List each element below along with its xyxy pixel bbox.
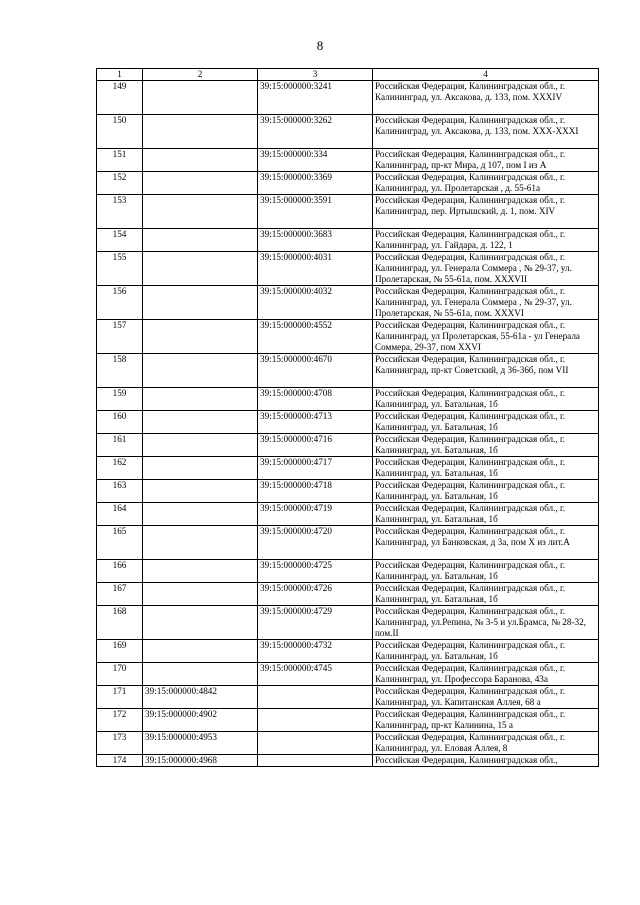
cadastral-number-col3: 39:15:000000:4713: [258, 411, 373, 434]
cadastral-number-col3: 39:15:000000:4552: [258, 320, 373, 354]
table-row: [97, 503, 599, 526]
address: Российская Федерация, Калининградская обл., г. Калининград, ул. Батальная, 1б: [373, 640, 599, 663]
cadastral-number-col3: 39:15:000000:4720: [258, 526, 373, 560]
address: Российская Федерация, Калининградская обл., г. Калининград, ул. Батальная, 1б: [373, 434, 599, 457]
address: Российская Федерация, Калининградская обл., г. Калининград, ул. Аксакова, д. 133, пом. XXXIV: [373, 81, 599, 115]
cadastral-number-col3: 39:15:000000:4732: [258, 640, 373, 663]
address: Российская Федерация, Калининградская обл., г. Калининград, ул.Репина, № 3-5 и ул.Брамса, № 28-32, пом.II: [373, 606, 599, 640]
table-row: [97, 434, 599, 457]
page-number: 8: [316, 38, 324, 53]
table-row: [97, 388, 599, 411]
address: Российская Федерация, Калининградская обл., г. Калининград, пр-кт Советский, д 36-36б, пом VII: [373, 354, 599, 388]
table-row: [97, 320, 599, 354]
row-number: 151: [97, 149, 143, 172]
address: Российская Федерация, Калининградская обл., г. Калининград, ул. Батальная, 1б: [373, 480, 599, 503]
header-col-2: 2: [143, 69, 258, 81]
cadastral-number-col3: 39:15:000000:4729: [258, 606, 373, 640]
address: Российская Федерация, Калининградская обл., г. Калининград, пер. Иртышский, д. 1, пом. XIV: [373, 195, 599, 229]
cadastral-number-col3: 39:15:000000:4716: [258, 434, 373, 457]
header-col-4: 4: [373, 69, 599, 81]
cadastral-number-col2: 39:15:000000:4842: [143, 686, 258, 709]
row-number: 173: [97, 732, 143, 755]
row-number: 162: [97, 457, 143, 480]
address: Российская Федерация, Калининградская обл., г. Калининград, ул. Батальная, 1б: [373, 583, 599, 606]
cadastral-number-col2: [143, 583, 258, 606]
address: Российская Федерация, Калининградская обл., г. Калининград, ул. Батальная, 1б: [373, 503, 599, 526]
table-row: [97, 640, 599, 663]
cadastral-number-col3: 39:15:000000:334: [258, 149, 373, 172]
row-number: 167: [97, 583, 143, 606]
address: Российская Федерация, Калининградская обл., г. Калининград, ул. Батальная, 1б: [373, 388, 599, 411]
row-number: 174: [97, 755, 143, 767]
row-number: 156: [97, 286, 143, 320]
cadastral-number-col2: [143, 457, 258, 480]
cadastral-number-col3: [258, 732, 373, 755]
address: Российская Федерация, Калининградская обл., г. Калининград, ул. Профессора Баранова, 43а: [373, 663, 599, 686]
address: Российская Федерация, Калининградская обл., г. Калининград, ул. Капитанская Аллея, 68 а: [373, 686, 599, 709]
cadastral-number-col2: [143, 560, 258, 583]
cadastral-number-col2: [143, 172, 258, 195]
address: Российская Федерация, Калининградская обл., г. Калининград, ул. Генерала Соммера , № 29-37, ул. Пролетарская, № 55-61а, пом. XXXVII: [373, 252, 599, 286]
cadastral-number-col3: 39:15:000000:4745: [258, 663, 373, 686]
table-row: [97, 252, 599, 286]
cadastral-number-col2: [143, 388, 258, 411]
cadastral-number-col2: [143, 640, 258, 663]
row-number: 158: [97, 354, 143, 388]
table-row: [97, 480, 599, 503]
address: Российская Федерация, Калининградская обл., г. Калининград, ул. Еловая Аллея, 8: [373, 732, 599, 755]
header-col-1: 1: [97, 69, 143, 81]
row-number: 171: [97, 686, 143, 709]
address: Российская Федерация, Калининградская обл., г. Калининград, пр-кт Калинина, 15 а: [373, 709, 599, 732]
table-row: [97, 686, 599, 709]
cadastral-number-col3: 39:15:000000:4708: [258, 388, 373, 411]
cadastral-number-col2: 39:15:000000:4953: [143, 732, 258, 755]
row-number: 155: [97, 252, 143, 286]
cadastral-number-col3: [258, 686, 373, 709]
row-number: 150: [97, 115, 143, 149]
row-number: 164: [97, 503, 143, 526]
table-row: [97, 560, 599, 583]
cadastral-number-col3: [258, 709, 373, 732]
cadastral-number-col2: 39:15:000000:4968: [143, 755, 258, 767]
cadastral-number-col3: 39:15:000000:4725: [258, 560, 373, 583]
cadastral-number-col2: [143, 115, 258, 149]
header-col-3: 3: [258, 69, 373, 81]
row-number: 154: [97, 229, 143, 252]
table-row: [97, 606, 599, 640]
cadastral-number-col2: [143, 229, 258, 252]
cadastral-number-col3: 39:15:000000:3369: [258, 172, 373, 195]
row-number: 149: [97, 81, 143, 115]
cadastral-number-col2: 39:15:000000:4902: [143, 709, 258, 732]
cadastral-number-col2: [143, 149, 258, 172]
row-number: 159: [97, 388, 143, 411]
cadastral-number-col2: [143, 480, 258, 503]
table-row: [97, 583, 599, 606]
row-number: 161: [97, 434, 143, 457]
cadastral-number-col3: 39:15:000000:4031: [258, 252, 373, 286]
cadastral-number-col3: 39:15:000000:3683: [258, 229, 373, 252]
table-body: [97, 81, 599, 767]
cadastral-number-col2: [143, 503, 258, 526]
row-number: 172: [97, 709, 143, 732]
address: Российская Федерация, Калининградская обл., г. Калининград, ул Банковская, д 3а, пом X из лит.А: [373, 526, 599, 560]
row-number: 153: [97, 195, 143, 229]
table-row: [97, 229, 599, 252]
table-row: [97, 149, 599, 172]
row-number: 163: [97, 480, 143, 503]
address: Российская Федерация, Калининградская обл., г. Калининград, пр-кт Мира, д 107, пом I из А: [373, 149, 599, 172]
table-row: [97, 195, 599, 229]
cadastral-number-col3: 39:15:000000:3591: [258, 195, 373, 229]
cadastral-number-col3: 39:15:000000:3262: [258, 115, 373, 149]
table-row: [97, 411, 599, 434]
cadastral-number-col2: [143, 195, 258, 229]
row-number: 160: [97, 411, 143, 434]
address: Российская Федерация, Калининградская обл., г. Калининград, ул Пролетарская, 55-61а - ул Генерала Соммера, 29-37, пом XXVI: [373, 320, 599, 354]
cadastral-table: [96, 68, 599, 767]
row-number: 169: [97, 640, 143, 663]
table-row: [97, 354, 599, 388]
table-row: [97, 457, 599, 480]
cadastral-number-col3: 39:15:000000:4726: [258, 583, 373, 606]
table-row: [97, 732, 599, 755]
table-row: [97, 81, 599, 115]
cadastral-number-col2: [143, 606, 258, 640]
cadastral-number-col3: 39:15:000000:4718: [258, 480, 373, 503]
cadastral-number-col3: 39:15:000000:4670: [258, 354, 373, 388]
address: Российская Федерация, Калининградская обл., г. Калининград, ул. Пролетарская , д. 55-61а: [373, 172, 599, 195]
address: Российская Федерация, Калининградская обл., г. Калининград, ул. Батальная, 1б: [373, 560, 599, 583]
table-row: [97, 663, 599, 686]
cadastral-number-col2: [143, 286, 258, 320]
address: Российская Федерация, Калининградская обл., г. Калининград, ул. Аксакова, д. 133, пом. XXX-XXXI: [373, 115, 599, 149]
cadastral-number-col2: [143, 81, 258, 115]
cadastral-number-col2: [143, 252, 258, 286]
table-row: [97, 755, 599, 767]
address: Российская Федерация, Калининградская обл., г. Калининград, ул. Батальная, 1б: [373, 411, 599, 434]
row-number: 168: [97, 606, 143, 640]
table-row: [97, 286, 599, 320]
address: Российская Федерация, Калининградская обл.,: [373, 755, 599, 767]
cadastral-number-col2: [143, 434, 258, 457]
row-number: 152: [97, 172, 143, 195]
cadastral-number-col3: 39:15:000000:4719: [258, 503, 373, 526]
cadastral-number-col3: [258, 755, 373, 767]
address: Российская Федерация, Калининградская обл., г. Калининград, ул. Гайдара, д. 122, 1: [373, 229, 599, 252]
table-header: [97, 69, 599, 81]
cadastral-number-col2: [143, 663, 258, 686]
address: Российская Федерация, Калининградская обл., г. Калининград, ул. Батальная, 1б: [373, 457, 599, 480]
cadastral-number-col3: 39:15:000000:4717: [258, 457, 373, 480]
cadastral-number-col2: [143, 411, 258, 434]
table-row: [97, 172, 599, 195]
cadastral-number-col2: [143, 354, 258, 388]
table-row: [97, 526, 599, 560]
address: Российская Федерация, Калининградская обл., г. Калининград, ул. Генерала Соммера , № 29-37, ул. Пролетарская, № 55-61а, пом. XXXVI: [373, 286, 599, 320]
row-number: 165: [97, 526, 143, 560]
row-number: 157: [97, 320, 143, 354]
table-row: [97, 115, 599, 149]
row-number: 170: [97, 663, 143, 686]
cadastral-number-col2: [143, 320, 258, 354]
cadastral-number-col3: 39:15:000000:3241: [258, 81, 373, 115]
cadastral-number-col3: 39:15:000000:4032: [258, 286, 373, 320]
row-number: 166: [97, 560, 143, 583]
cadastral-number-col2: [143, 526, 258, 560]
table-row: [97, 709, 599, 732]
